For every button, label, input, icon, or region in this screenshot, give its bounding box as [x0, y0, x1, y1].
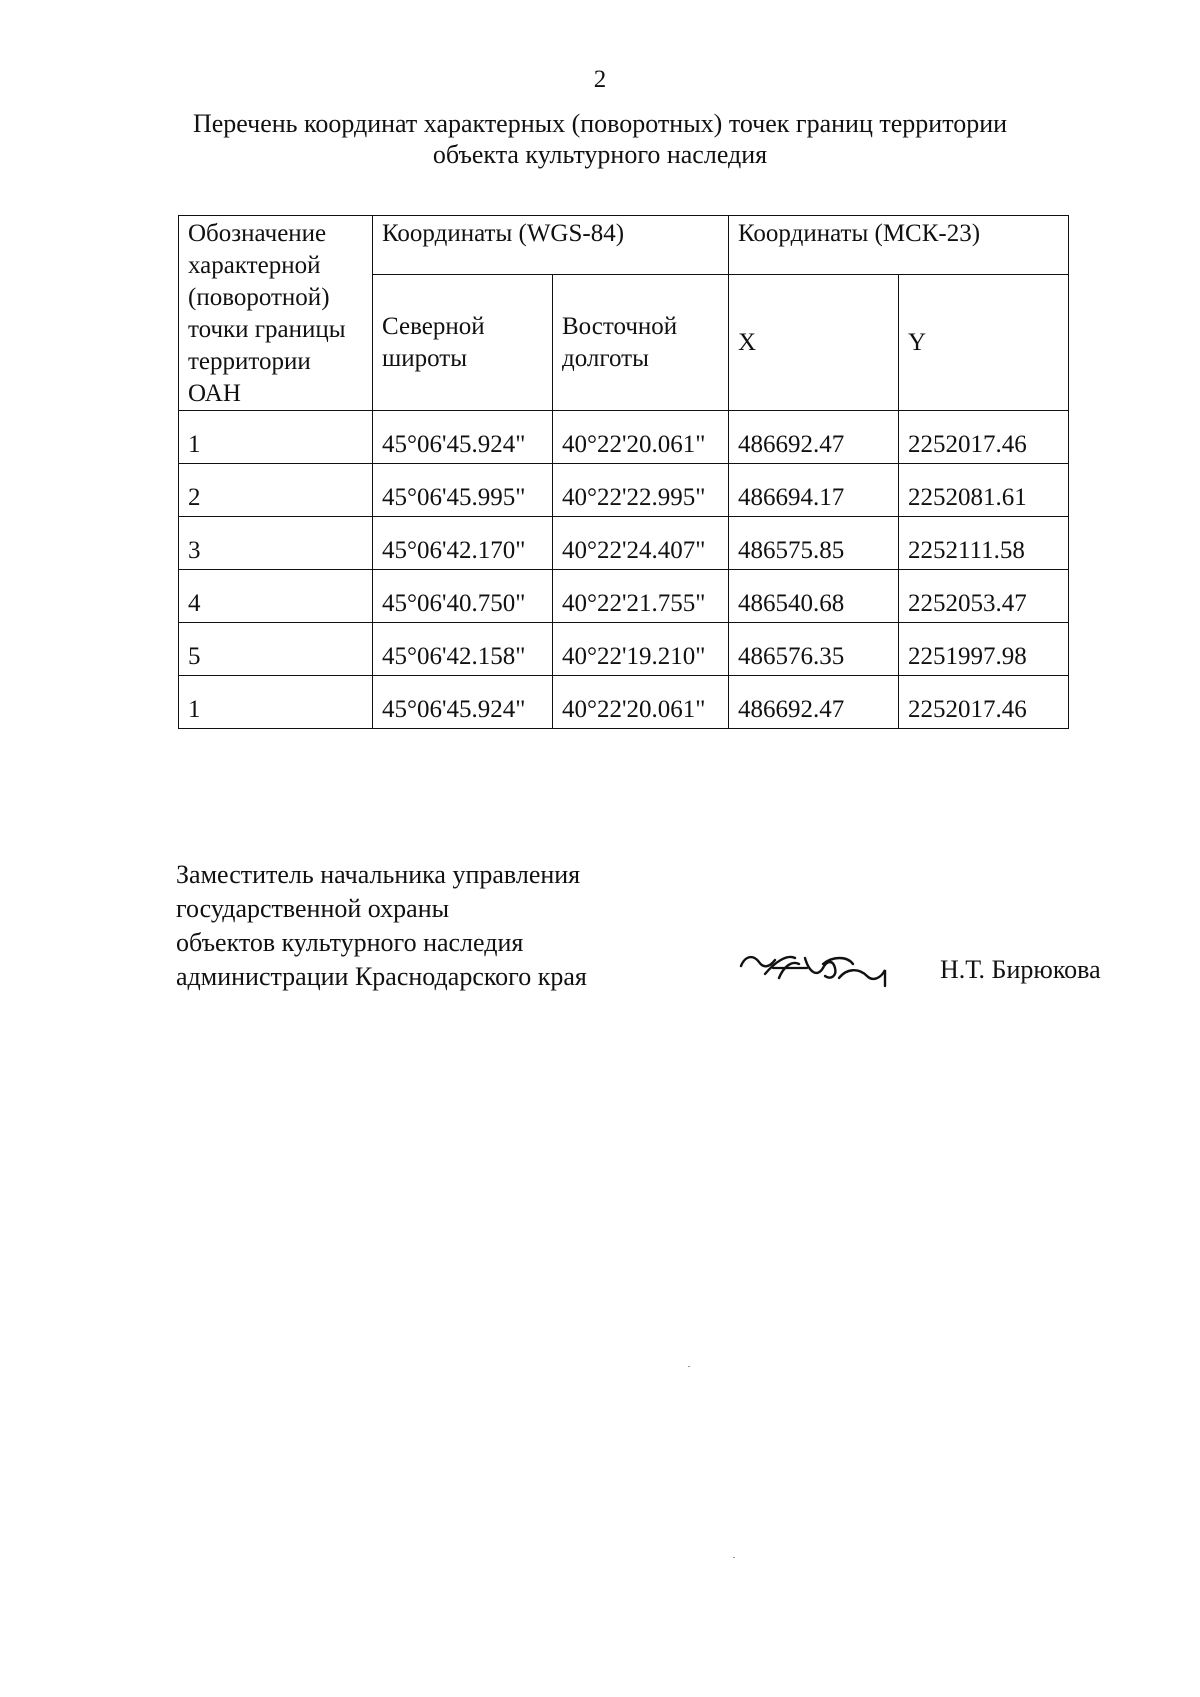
cell-y: 2252017.46	[899, 676, 1069, 729]
cell-longitude: 40°22'19.210"	[553, 623, 729, 676]
header-north-latitude: Северной широты	[373, 275, 553, 411]
table-row	[179, 517, 1069, 570]
cell-x: 486692.47	[729, 411, 899, 464]
table-row	[179, 676, 1069, 729]
cell-point: 2	[179, 464, 373, 517]
document-title	[150, 108, 1050, 170]
table-row	[179, 570, 1069, 623]
cell-point: 1	[179, 411, 373, 464]
header-y: Y	[899, 275, 1069, 411]
cell-point: 3	[179, 517, 373, 570]
signatory-position	[176, 858, 587, 994]
table-row	[179, 464, 1069, 517]
cell-x: 486540.68	[729, 570, 899, 623]
cell-longitude: 40°22'22.995"	[553, 464, 729, 517]
header-x: X	[729, 275, 899, 411]
cell-x: 486694.17	[729, 464, 899, 517]
cell-y: 2252111.58	[899, 517, 1069, 570]
table-row	[179, 411, 1069, 464]
header-msk23-group: Координаты (МСК-23)	[729, 216, 1069, 275]
cell-longitude: 40°22'21.755"	[553, 570, 729, 623]
header-wgs84-group: Координаты (WGS-84)	[373, 216, 729, 275]
scan-speck	[688, 1366, 690, 1367]
cell-x: 486692.47	[729, 676, 899, 729]
cell-latitude: 45°06'45.995"	[373, 464, 553, 517]
cell-longitude: 40°22'20.061"	[553, 676, 729, 729]
cell-point: 1	[179, 676, 373, 729]
cell-latitude: 45°06'40.750"	[373, 570, 553, 623]
table-header-row	[179, 216, 1069, 275]
cell-latitude: 45°06'42.158"	[373, 623, 553, 676]
cell-y: 2252081.61	[899, 464, 1069, 517]
cell-latitude: 45°06'45.924"	[373, 676, 553, 729]
signatory-line-1: Заместитель начальника управления	[176, 860, 581, 889]
cell-longitude: 40°22'20.061"	[553, 411, 729, 464]
signatory-line-3: объектов культурного наследия	[176, 928, 524, 957]
cell-x: 486576.35	[729, 623, 899, 676]
scan-speck	[733, 1557, 735, 1558]
document-title-line-2: объекта культурного наследия	[432, 140, 768, 169]
header-point-designation: Обозначение характерной (поворотной) точки границы территории ОАН	[179, 216, 373, 411]
signatory-line-2: государственной охраны	[176, 894, 450, 923]
cell-latitude: 45°06'42.170"	[373, 517, 553, 570]
cell-point: 4	[179, 570, 373, 623]
cell-y: 2252053.47	[899, 570, 1069, 623]
page-number: 2	[593, 66, 607, 93]
cell-y: 2251997.98	[899, 623, 1069, 676]
cell-point: 5	[179, 623, 373, 676]
handwritten-signature	[735, 938, 895, 998]
cell-x: 486575.85	[729, 517, 899, 570]
cell-y: 2252017.46	[899, 411, 1069, 464]
header-east-longitude: Восточной долготы	[553, 275, 729, 411]
document-title-line-1: Перечень координат характерных (поворотных) точек границ территории	[192, 109, 1008, 138]
cell-latitude: 45°06'45.924"	[373, 411, 553, 464]
table-row	[179, 623, 1069, 676]
signatory-name: Н.Т. Бирюкова	[940, 955, 1101, 984]
cell-longitude: 40°22'24.407"	[553, 517, 729, 570]
signatory-line-4: администрации Краснодарского края	[176, 962, 587, 991]
coordinates-table	[178, 215, 1069, 729]
